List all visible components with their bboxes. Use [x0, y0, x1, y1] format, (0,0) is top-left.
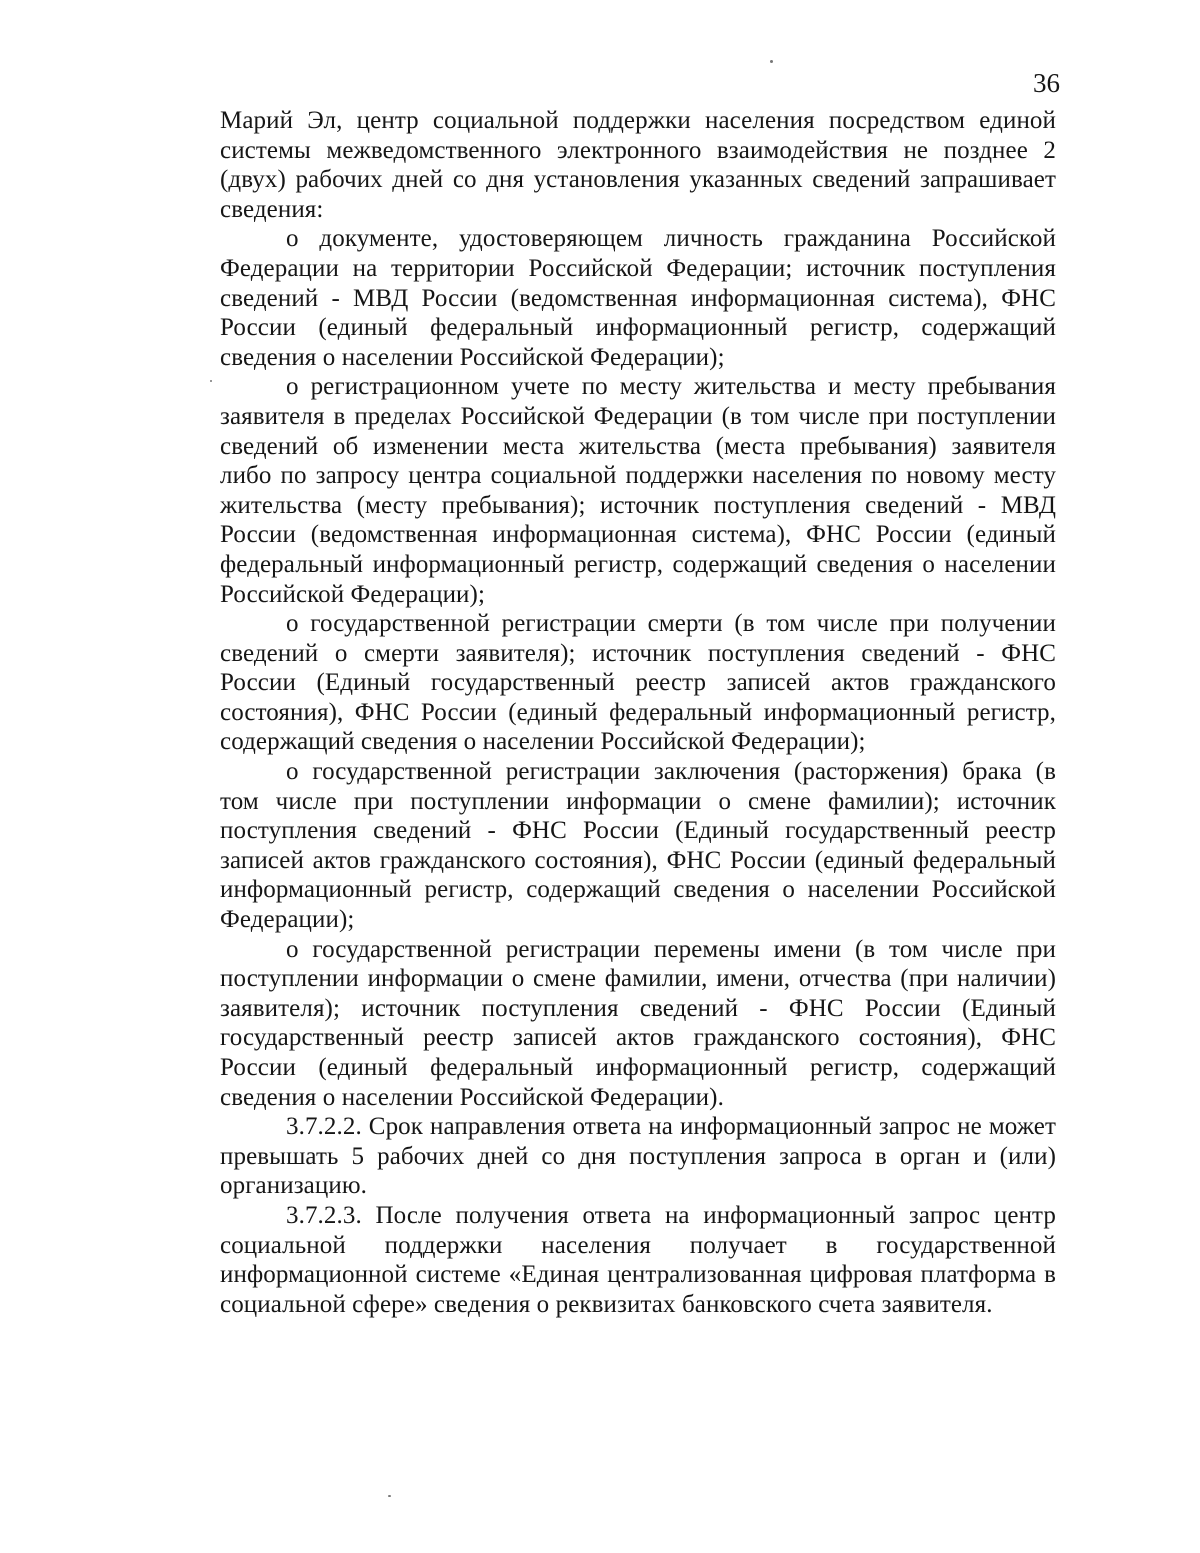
paragraph-3-7-2-3: 3.7.2.3. После получения ответа на информационный запрос центр социальной поддержки населения получает в государственной информационной системе «Единая централизованная цифровая платформа в социальной сфере» сведения о реквизитах банковского счета заявителя. — [220, 1201, 1056, 1318]
page-number: 36 — [1033, 68, 1060, 98]
paragraph-identity-document: о документе, удостоверяющем личность гражданина Российской Федерации на территории Российской Федерации; источник поступления сведений - МВД России (ведомственная информационная система), ФНС России (единый федеральный информационный регистр, содержащий сведения о населении Российской Федерации); — [220, 225, 1056, 371]
scan-speck — [388, 1495, 391, 1497]
scan-speck — [770, 60, 773, 63]
paragraph-registration: о регистрационном учете по месту жительства и месту пребывания заявителя в пределах Российской Федерации (в том числе при поступлении сведений об изменении места жительства (места пребывания) заявителя либо по запросу центра социальной поддержки населения по новому месту жительства (месту пребывания); источник поступления сведений - МВД России (ведомственная информационная система), ФНС России (единый федеральный информационный регистр, содержащий сведения о населении Российской Федерации); — [220, 373, 1056, 608]
paragraph-marriage-registration: о государственной регистрации заключения (расторжения) брака (в том числе при поступлении информации о смене фамилии); источник поступления сведений - ФНС России (Единый государственный реестр записей актов гражданского состояния), ФНС России (единый федеральный информационный регистр, содержащий сведения о населении Российской Федерации); — [220, 758, 1056, 934]
scan-speck — [210, 380, 212, 382]
paragraph-name-change: о государственной регистрации перемены имени (в том числе при поступлении информации о смене фамилии, имени, отчества (при наличии) заявителя); источник поступления сведений - ФНС России (Единый государственный реестр записей актов гражданского состояния), ФНС России (единый федеральный информационный регистр, содержащий сведения о населении Российской Федерации). — [220, 935, 1056, 1111]
paragraph-3-7-2-2: 3.7.2.2. Срок направления ответа на информационный запрос не может превышать 5 рабочих дней со дня поступления запроса в орган и (или) организацию. — [220, 1113, 1056, 1200]
paragraph-intro: Марий Эл, центр социальной поддержки населения посредством единой системы межведомственного электронного взаимодействия не позднее 2 (двух) рабочих дней со дня установления указанных сведений запрашивает сведения: — [220, 107, 1056, 223]
document-body — [220, 106, 1056, 1319]
paragraph-death-registration: о государственной регистрации смерти (в том числе при получении сведений о смерти заявителя); источник поступления сведений - ФНС России (Единый государственный реестр записей актов гражданского состояния), ФНС России (единый федеральный информационный регистр, содержащий сведения о населении Российской Федерации); — [220, 610, 1056, 756]
